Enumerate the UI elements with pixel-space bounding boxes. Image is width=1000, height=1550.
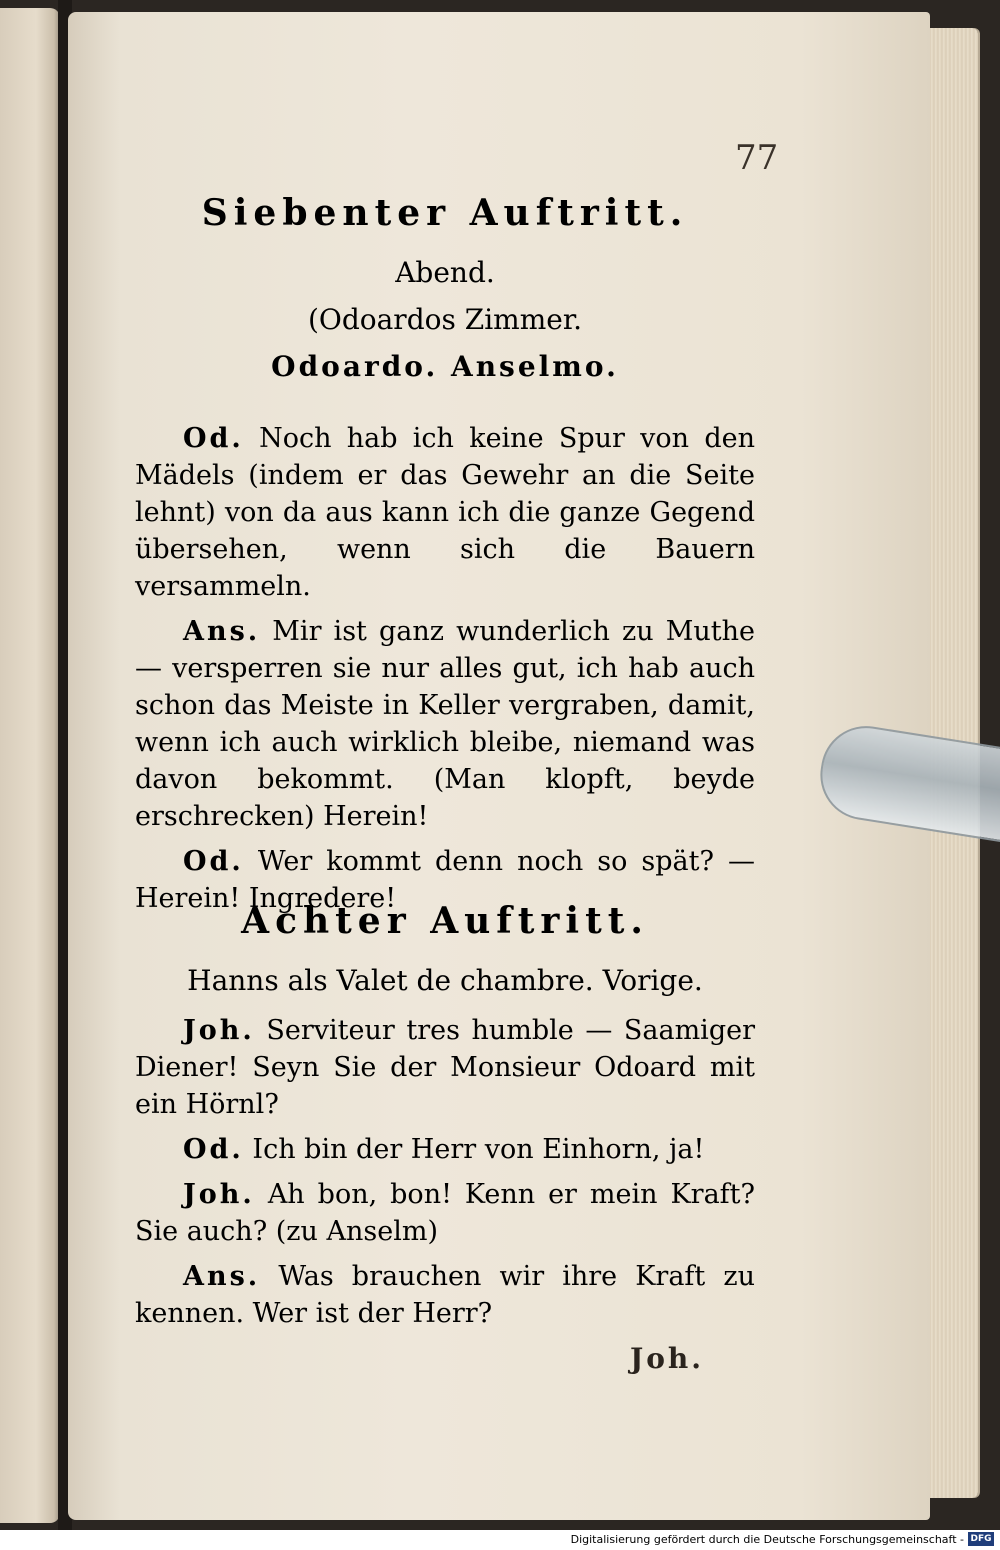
scene-location: (Odoardos Zimmer. [307, 303, 583, 336]
speaker-label: Od. [183, 423, 244, 454]
dialogue-paragraph [135, 420, 755, 605]
funding-credit: Digitalisierung gefördert durch die Deutsche Forschungsgemeinschaft - [570, 1533, 964, 1546]
dialogue-paragraph [135, 1176, 755, 1250]
dialogue-text: Serviteur tres humble — Saamiger Diener! Seyn Sie der Monsieur Odoard mit ein Hörnl? [135, 1015, 755, 1120]
scene-heading: Siebenter Auftritt. [201, 192, 689, 234]
speaker-label: Od. [183, 1134, 244, 1165]
dialogue-block-1 [135, 420, 755, 917]
left-page-edge [0, 8, 60, 1523]
dialogue-text: Was brauchen wir ihre Kraft zu kennen. Wer ist der Herr? [135, 1261, 755, 1329]
dialogue-text: Wer kommt denn noch so spät? — Herein! Ingredere! [135, 846, 755, 914]
dialogue-paragraph [135, 1131, 755, 1168]
speaker-label: Ans. [183, 1261, 261, 1292]
dialogue-paragraph [135, 1012, 755, 1123]
dialogue-block-2 [135, 1012, 755, 1332]
page-number: 77 [735, 138, 779, 178]
scene-7-header [135, 192, 755, 383]
dialogue-paragraph [135, 613, 755, 835]
dialogue-text: Ah bon, bon! Kenn er mein Kraft? Sie auch? (zu Anselm) [135, 1179, 756, 1247]
digitization-footer [0, 1530, 1000, 1550]
catchword: Joh. [630, 1342, 705, 1375]
scene-8-header [135, 900, 755, 997]
scene-time: Abend. [395, 256, 495, 289]
dialogue-text: Mir ist ganz wunderlich zu Muthe — versperren sie nur alles gut, ich hab auch schon das Meiste in Keller vergraben, damit, wenn ich auch wirklich bleibe, niemand was davon bekommt. (Man klopft, beyde erschrecken) Herein! [135, 616, 755, 832]
speaker-label: Ans. [183, 616, 261, 647]
dfg-logo: DFG [968, 1532, 994, 1546]
dialogue-text: Noch hab ich keine Spur von den Mädels (indem er das Gewehr an die Seite lehnt) von da aus kann ich die ganze Gegend übersehen, wenn sich die Bauern versammeln. [135, 423, 755, 602]
scene-characters: Odoardo. Anselmo. [271, 350, 619, 383]
dialogue-text: Ich bin der Herr von Einhorn, ja! [252, 1134, 705, 1165]
speaker-label: Joh. [183, 1015, 255, 1046]
scene-characters: Hanns als Valet de chambre. Vorige. [187, 964, 703, 997]
speaker-label: Joh. [183, 1179, 255, 1210]
speaker-label: Od. [183, 846, 244, 877]
dialogue-paragraph [135, 1258, 755, 1332]
scene-heading: Achter Auftritt. [241, 900, 649, 942]
